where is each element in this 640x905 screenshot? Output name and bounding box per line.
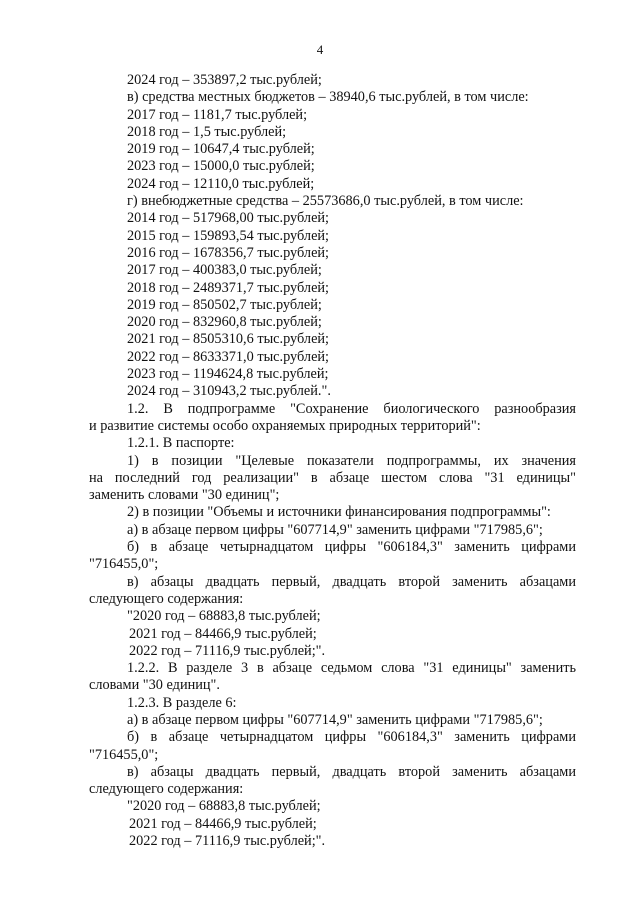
text-line: 2022 год – 71116,9 тыс.рублей;". <box>129 833 326 850</box>
text-line: на последний год реализации" в абзаце шестом слова "31 единицы" <box>89 469 576 486</box>
text-line: 2014 год – 517968,00 тыс.рублей; <box>127 210 330 227</box>
text-line: 2024 год – 353897,2 тыс.рублей; <box>127 72 322 88</box>
text-line: 2023 год – 1194624,8 тыс.рублей; <box>127 366 329 383</box>
text-line: 2015 год – 159893,54 тыс.рублей; <box>127 227 330 244</box>
text-line: а) в абзаце первом цифры "607714,9" заменить цифрами "717985,6"; <box>127 711 543 728</box>
text-line: 1.2.1. В паспорте: <box>127 435 235 452</box>
text-line: 2018 год – 1,5 тыс.рублей; <box>127 123 287 140</box>
text-line: 2019 год – 850502,7 тыс.рублей; <box>127 296 322 313</box>
text-line: "716455,0"; <box>89 556 159 573</box>
text-line: "716455,0"; <box>89 746 159 763</box>
text-line: 2019 год – 10647,4 тыс.рублей; <box>127 141 315 158</box>
text-line: г) внебюджетные средства – 25573686,0 тыс.рублей, в том числе: <box>127 193 524 210</box>
text-line: 2016 год – 1678356,7 тыс.рублей; <box>127 244 330 261</box>
text-line: б) в абзаце четырнадцатом цифры "606184,3" заменить цифрами <box>127 729 576 746</box>
text-line: 2024 год – 310943,2 тыс.рублей.". <box>127 383 331 400</box>
text-line: 2) в позиции "Объемы и источники финансирования подпрограммы": <box>127 504 551 521</box>
text-line: 2017 год – 400383,0 тыс.рублей; <box>127 262 322 279</box>
text-line: в) абзацы двадцать первый, двадцать второй заменить абзацами <box>127 573 576 590</box>
text-line: а) в абзаце первом цифры "607714,9" заменить цифрами "717985,6"; <box>127 521 543 538</box>
text-line: и развитие системы особо охраняемых природных территорий": <box>89 417 481 434</box>
text-line: 2022 год – 71116,9 тыс.рублей;". <box>129 642 326 659</box>
text-line: в) средства местных бюджетов – 38940,6 тыс.рублей, в том числе: <box>127 89 529 106</box>
text-line: 2021 год – 84466,9 тыс.рублей; <box>129 815 317 832</box>
text-line: 2024 год – 12110,0 тыс.рублей; <box>127 175 315 192</box>
text-line: б) в абзаце четырнадцатом цифры "606184,3" заменить цифрами <box>127 539 576 556</box>
text-line: 2020 год – 832960,8 тыс.рублей; <box>127 314 322 331</box>
text-line: 2021 год – 84466,9 тыс.рублей; <box>129 625 317 642</box>
text-line: следующего содержания: <box>89 590 244 607</box>
text-line: "2020 год – 68883,8 тыс.рублей; <box>127 798 321 815</box>
text-line: 2017 год – 1181,7 тыс.рублей; <box>127 106 308 123</box>
text-line: в) абзацы двадцать первый, двадцать второй заменить абзацами <box>127 763 576 780</box>
text-line: 2023 год – 15000,0 тыс.рублей; <box>127 158 315 175</box>
text-line: 1.2.3. В разделе 6: <box>127 694 237 711</box>
text-line: 2018 год – 2489371,7 тыс.рублей; <box>127 279 330 296</box>
text-line: 1.2.2. В разделе 3 в абзаце седьмом слова "31 единицы" заменить <box>127 660 576 677</box>
text-line: словами "30 единиц". <box>89 677 220 694</box>
text-line: 2021 год – 8505310,6 тыс.рублей; <box>127 331 330 348</box>
text-line: "2020 год – 68883,8 тыс.рублей; <box>127 608 321 625</box>
document-body <box>89 72 576 850</box>
page-number: 4 <box>316 42 324 57</box>
text-line: заменить словами "30 единиц"; <box>89 487 280 504</box>
text-line: 2022 год – 8633371,0 тыс.рублей; <box>127 348 330 365</box>
text-line: 1.2. В подпрограмме "Сохранение биологического разнообразия <box>127 400 576 417</box>
text-line: следующего содержания: <box>89 781 244 798</box>
text-line: 1) в позиции "Целевые показатели подпрограммы, их значения <box>127 452 576 469</box>
